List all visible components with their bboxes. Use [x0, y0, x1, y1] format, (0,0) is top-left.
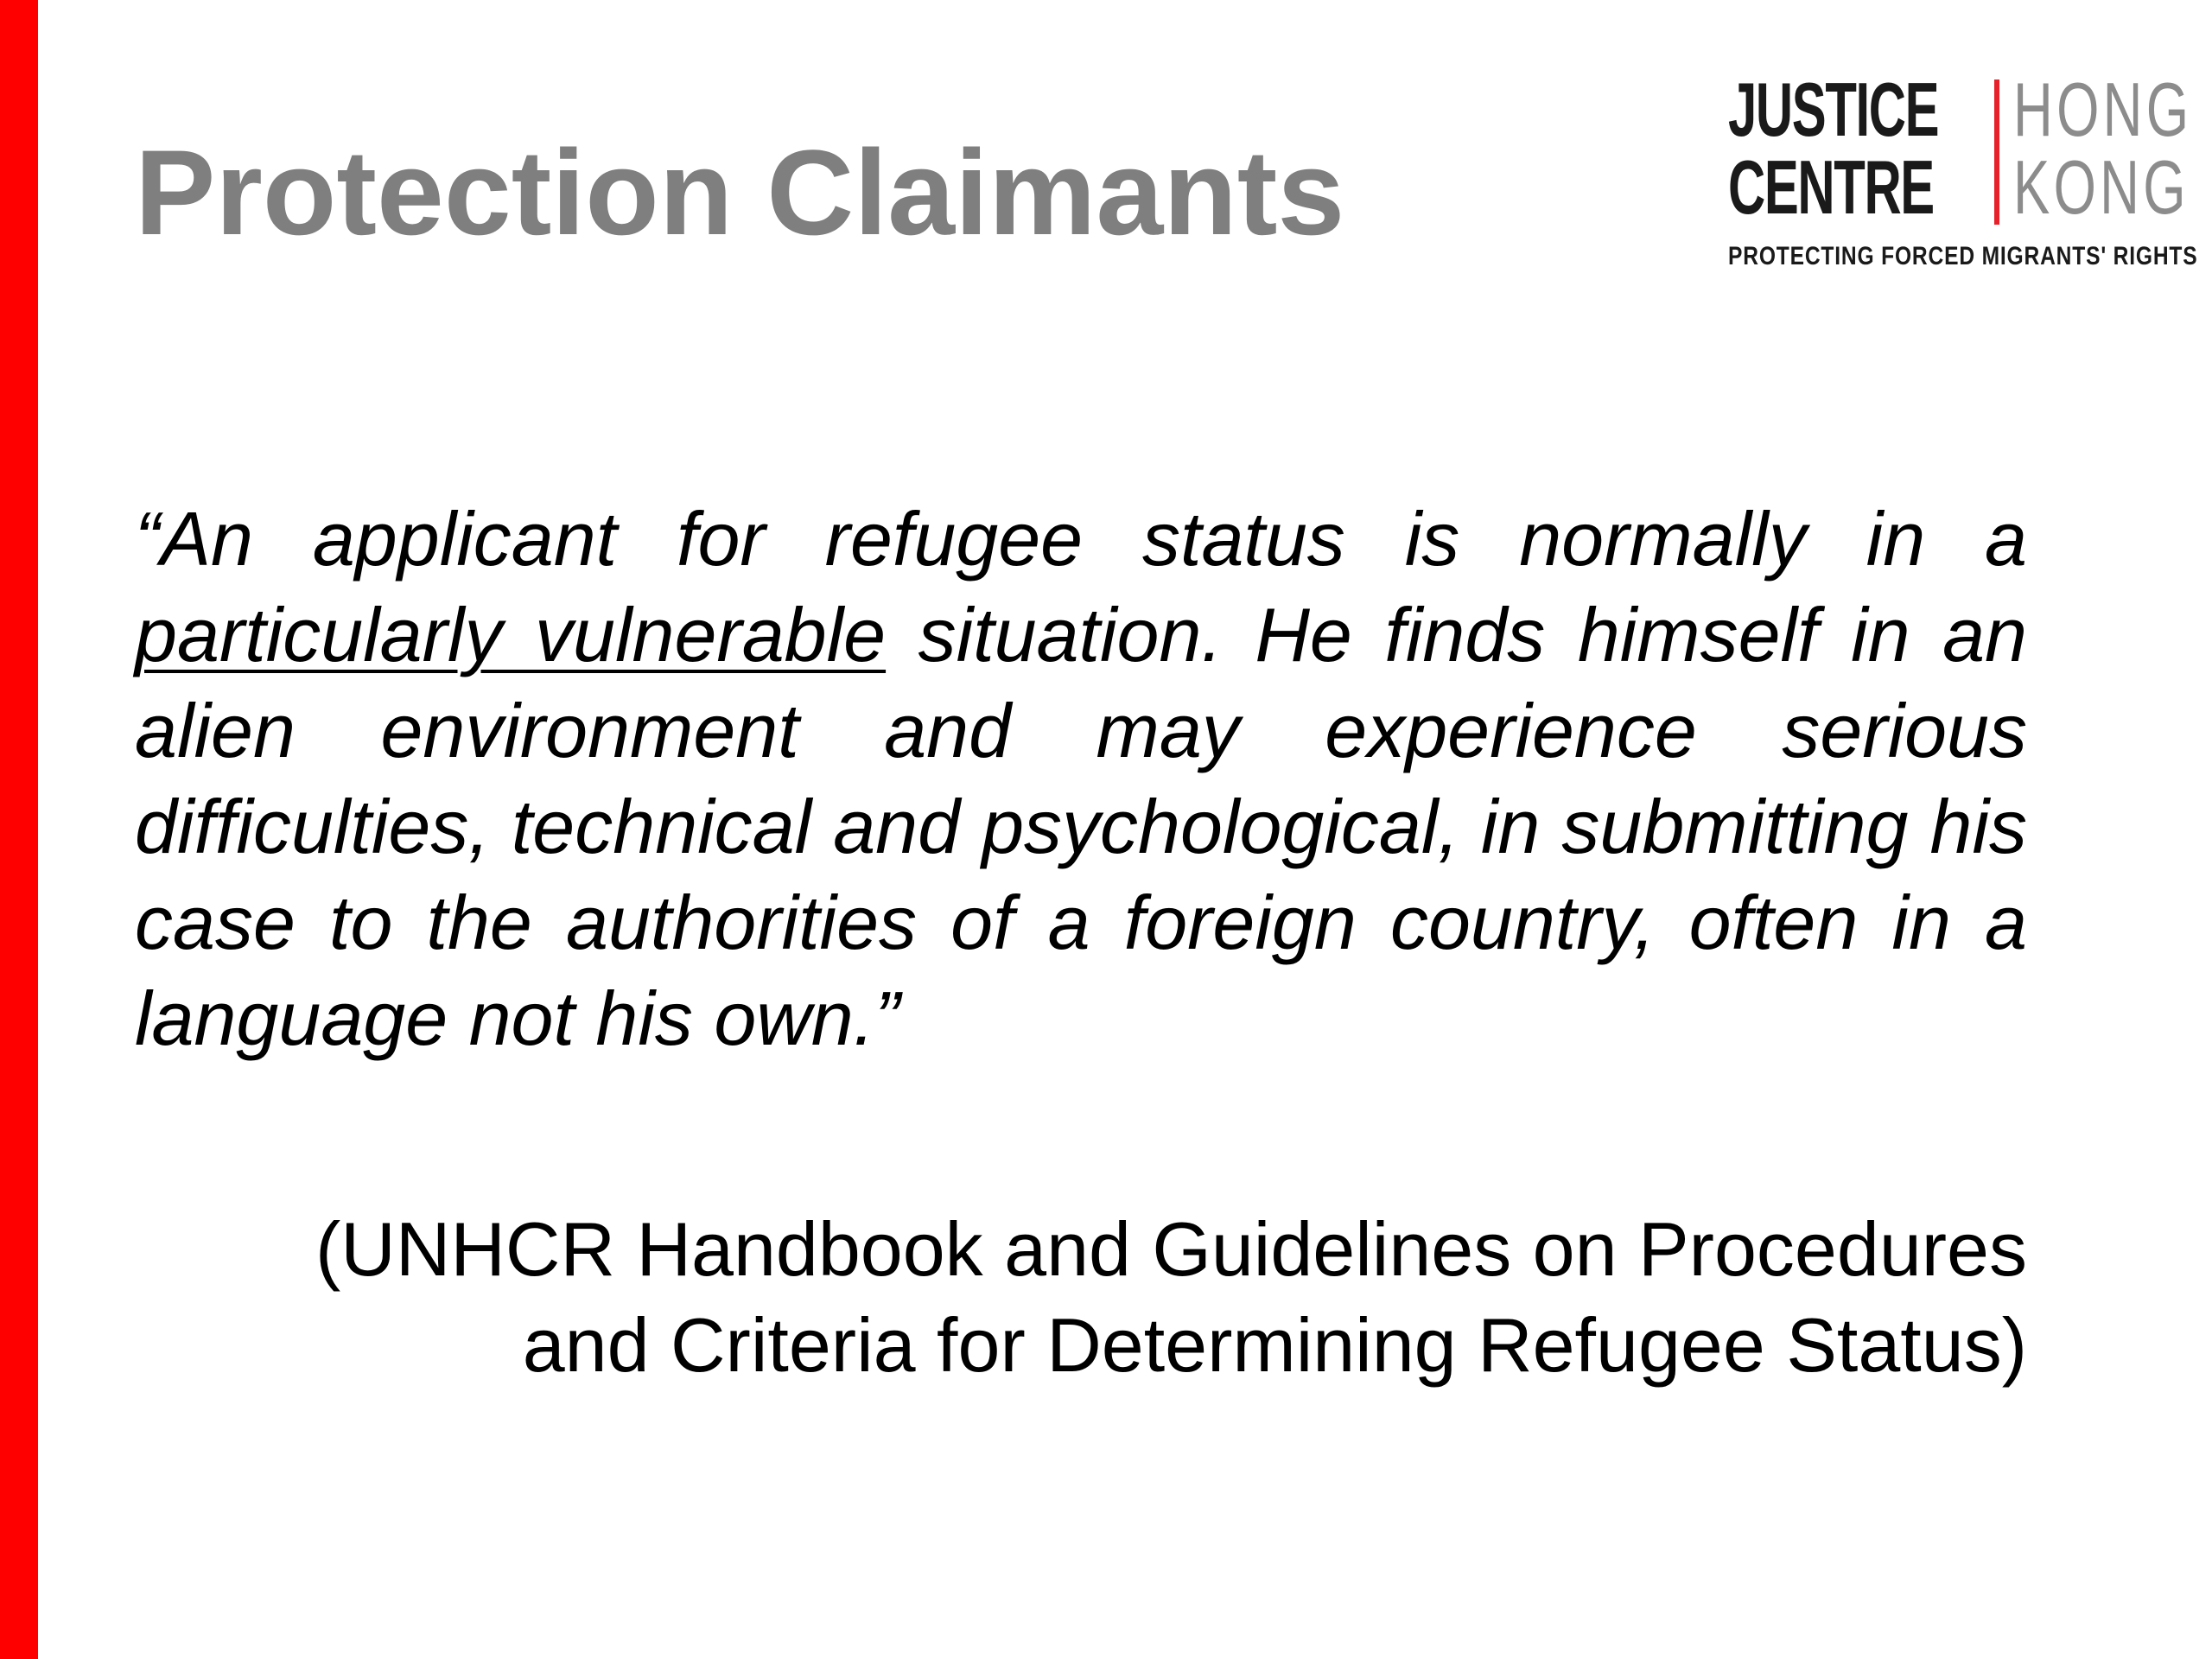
justice-centre-logo	[1728, 67, 2212, 280]
logo-word-justice: JUSTICE	[1728, 67, 1939, 152]
logo-divider	[1994, 79, 1999, 225]
logo-tagline: PROTECTING FORCED MIGRANTS' RIGHTS	[1728, 242, 2198, 270]
quote-close-mark: ”	[874, 976, 900, 1061]
logo-word-hong: HONG	[2013, 67, 2193, 152]
quote-underlined-phrase: particularly vulnerable	[135, 592, 887, 677]
quote-text-part2: situation. He finds himself in an alien environment and may experience serious difficulties, technical and psychological, in submitting his case to the authorities of a foreign country, often in a language not his own.	[135, 592, 2027, 1061]
slide-title: Protection Claimants	[135, 124, 1345, 260]
logo-word-kong: KONG	[2013, 144, 2190, 230]
logo-word-centre: CENTRE	[1728, 144, 1934, 230]
citation-line-2: and Criteria for Determining Refugee Status)	[522, 1302, 2027, 1388]
citation	[135, 1201, 2027, 1393]
quote-text-part1: An applicant for refugee status is normally in a	[160, 496, 2027, 582]
accent-bar	[0, 0, 38, 1659]
quote-paragraph	[135, 491, 2027, 1066]
quote-open-mark: “	[135, 496, 161, 582]
citation-line-1: (UNHCR Handbook and Guidelines on Procedures	[315, 1206, 2027, 1292]
